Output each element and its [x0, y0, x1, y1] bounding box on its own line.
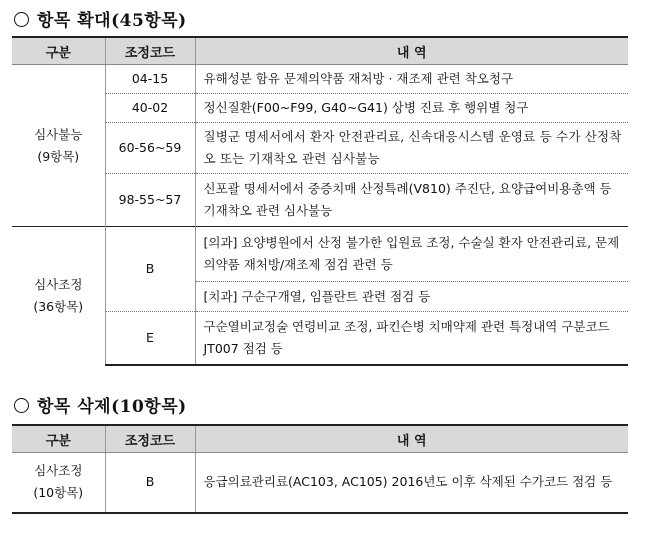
table-row: [12, 94, 628, 123]
header-code: 조정코드: [105, 425, 195, 453]
code-cell: 40-02: [105, 94, 195, 123]
header-detail: 내 역: [195, 425, 628, 453]
group-cell-adjustment: 심사조정 (36항목): [12, 227, 105, 365]
table-row: [12, 174, 628, 227]
code-cell: B: [105, 227, 195, 312]
desc-cell: 구순열비교정술 연령비교 조정, 파킨슨병 치매약제 관련 특정내역 구분코드 JT007 점검 등: [195, 312, 628, 365]
header-category: 구분: [12, 425, 105, 453]
code-cell: 98-55~57: [105, 174, 195, 227]
header-code: 조정코드: [105, 37, 195, 65]
desc-cell: [치과] 구순구개열, 임플란트 관련 점검 등: [195, 282, 628, 312]
code-cell: 04-15: [105, 65, 195, 94]
desc-cell: 응급의료관리료(AC103, AC105) 2016년도 이후 삭제된 수가코드 점검 등: [195, 453, 628, 513]
table-row: [12, 312, 628, 365]
desc-cell: 질병군 명세서에서 환자 안전관리료, 신속대응시스템 운영료 등 수가 산정착오 또는 기재착오 관련 심사불능: [195, 123, 628, 174]
expand-table: [12, 36, 628, 366]
table-row: [12, 65, 628, 94]
table-row: [12, 227, 628, 282]
delete-table: [12, 424, 628, 514]
desc-cell: 유해성분 함유 문제의약품 재처방 · 재조제 관련 착오청구: [195, 65, 628, 94]
code-cell: E: [105, 312, 195, 365]
section-title-delete: 항목 삭제(10항목): [14, 392, 187, 417]
desc-cell: 정신질환(F00~F99, G40~G41) 상병 진료 후 행위별 청구: [195, 94, 628, 123]
desc-cell: [의과] 요양병원에서 산정 불가한 입원료 조정, 수술실 환자 안전관리료, 문제의약품 재처방/재조제 점검 관련 등: [195, 227, 628, 282]
header-category: 구분: [12, 37, 105, 65]
code-cell: B: [105, 453, 195, 513]
desc-cell: 신포괄 명세서에서 중증치매 산정특례(V810) 주진단, 요양급여비용총액 등 기재착오 관련 심사불능: [195, 174, 628, 227]
table-row: [12, 123, 628, 174]
code-cell: 60-56~59: [105, 123, 195, 174]
group-cell-unreviewable: 심사불능 (9항목): [12, 65, 105, 227]
header-detail: 내 역: [195, 37, 628, 65]
table-row: [12, 453, 628, 513]
table-header-row: [12, 425, 628, 453]
section-title-expand: 항목 확대(45항목): [14, 6, 187, 31]
circle-bullet-icon: [14, 398, 29, 413]
group-cell-adjustment: 심사조정 (10항목): [12, 453, 105, 513]
circle-bullet-icon: [14, 12, 29, 27]
table-header-row: [12, 37, 628, 65]
